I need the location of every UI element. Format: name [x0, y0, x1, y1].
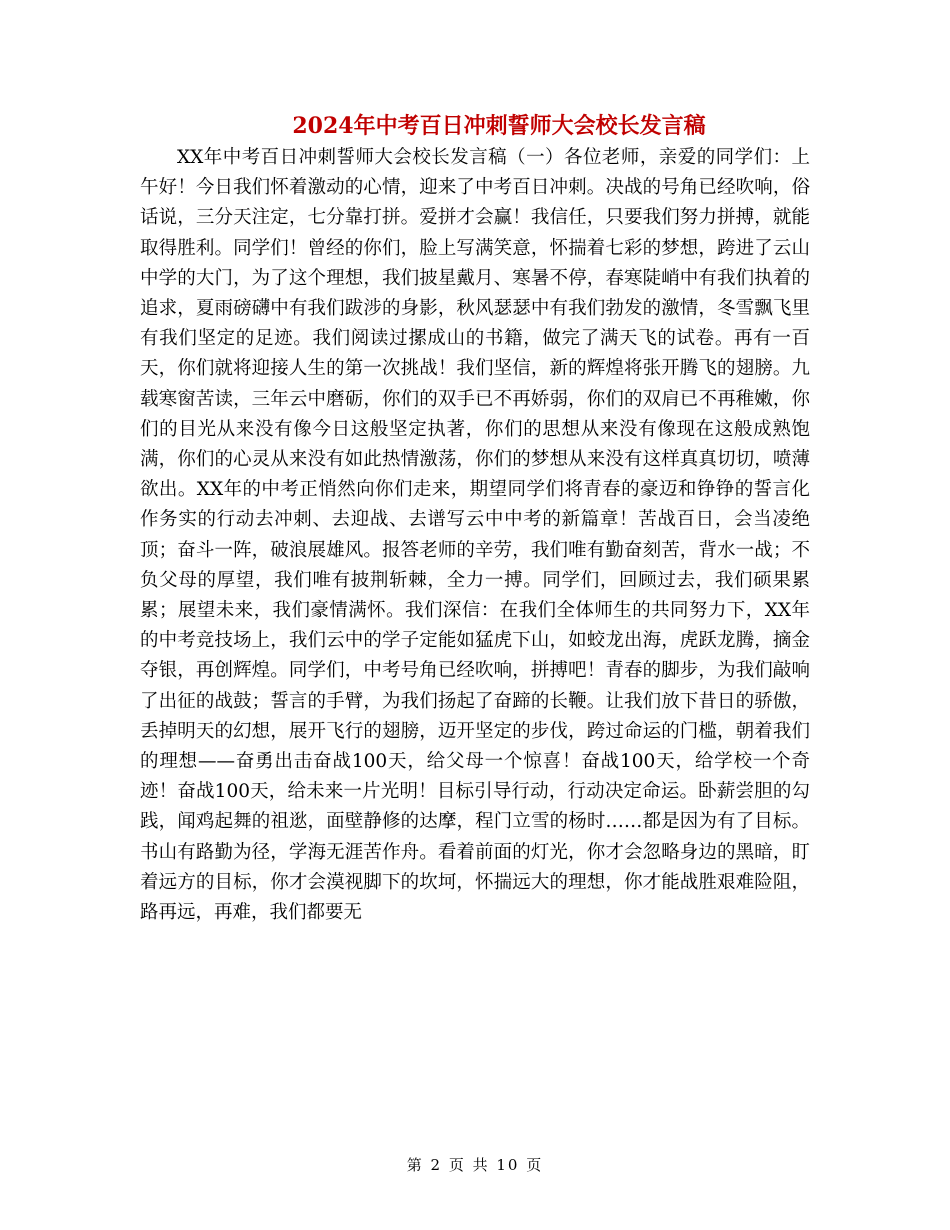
document-title: 2024年中考百日冲刺誓师大会校长发言稿: [292, 113, 706, 139]
body-paragraph: XX年中考百日冲刺誓师大会校长发言稿（一）各位老师，亲爱的同学们：上午好！今日我们怀着激动的心情，迎来了中考百日冲刺。决战的号角已经吹响，俗话说，三分天注定，七分靠打拼。爱拼才会赢！我信任，只要我们努力拼搏，就能取得胜利。同学们！曾经的你们，脸上写满笑意，怀揣着七彩的梦想，跨进了云山中学的大门，为了这个理想，我们披星戴月、寒暑不停，春寒陡峭中有我们执着的追求，夏雨磅礴中有我们跋涉的身影，秋风瑟瑟中有我们勃发的激情，冬雪飘飞里有我们坚定的足迹。我们阅读过摞成山的书籍，做完了满天飞的试卷。再有一百天，你们就将迎接人生的第一次挑战！我们坚信，新的辉煌将张开腾飞的翅膀。九载寒窗苦读，三年云中磨砺，你们的双手已不再娇弱，你们的双肩已不再稚嫩，你们的目光从来没有像今日这般坚定执著，你们的思想从来没有像现在这般成熟饱满，你们的心灵从来没有如此热情激荡，你们的梦想从来没有这样真真切切，喷薄欲出。XX年的中考正悄然向你们走来，期望同学们将青春的豪迈和铮铮的誓言化作务实的行动去冲刺、去迎战、去谱写云中中考的新篇章！苦战百日，会当凌绝顶；奋斗一阵，破浪展雄风。报答老师的辛劳，我们唯有勤奋刻苦，背水一战；不负父母的厚望，我们唯有披荆斩棘，全力一搏。同学们，回顾过去，我们硕果累累；展望未来，我们豪情满怀。我们深信：在我们全体师生的共同努力下，XX年的中考竞技场上，我们云中的学子定能如猛虎下山，如蛟龙出海，虎跃龙腾，摘金夺银，再创辉煌。同学们，中考号角已经吹响，拼搏吧！青春的脚步，为我们敲响了出征的战鼓；誓言的手臂，为我们扬起了奋蹄的长鞭。让我们放下昔日的骄傲，丢掉明天的幻想，展开飞行的翅膀，迈开坚定的步伐，跨过命运的门槛，朝着我们的理想——奋勇出击奋战100天，给父母一个惊喜！奋战100天，给学校一个奇迹！奋战100天，给未来一片光明！目标引导行动，行动决定命运。卧薪尝胆的勾践，闻鸡起舞的祖逖，面壁静修的达摩，程门立雪的杨时……都是因为有了目标。书山有路勤为径，学海无涯苦作舟。看着前面的灯光，你才会忽略身边的黑暗，盯着远方的目标，你才会漠视脚下的坎坷，怀揣远大的理想，你才能战胜艰难险阻，路再远，再难，我们都要无: [140, 147, 810, 924]
page-number-footer: 第 2 页 共 10 页: [406, 1156, 544, 1174]
